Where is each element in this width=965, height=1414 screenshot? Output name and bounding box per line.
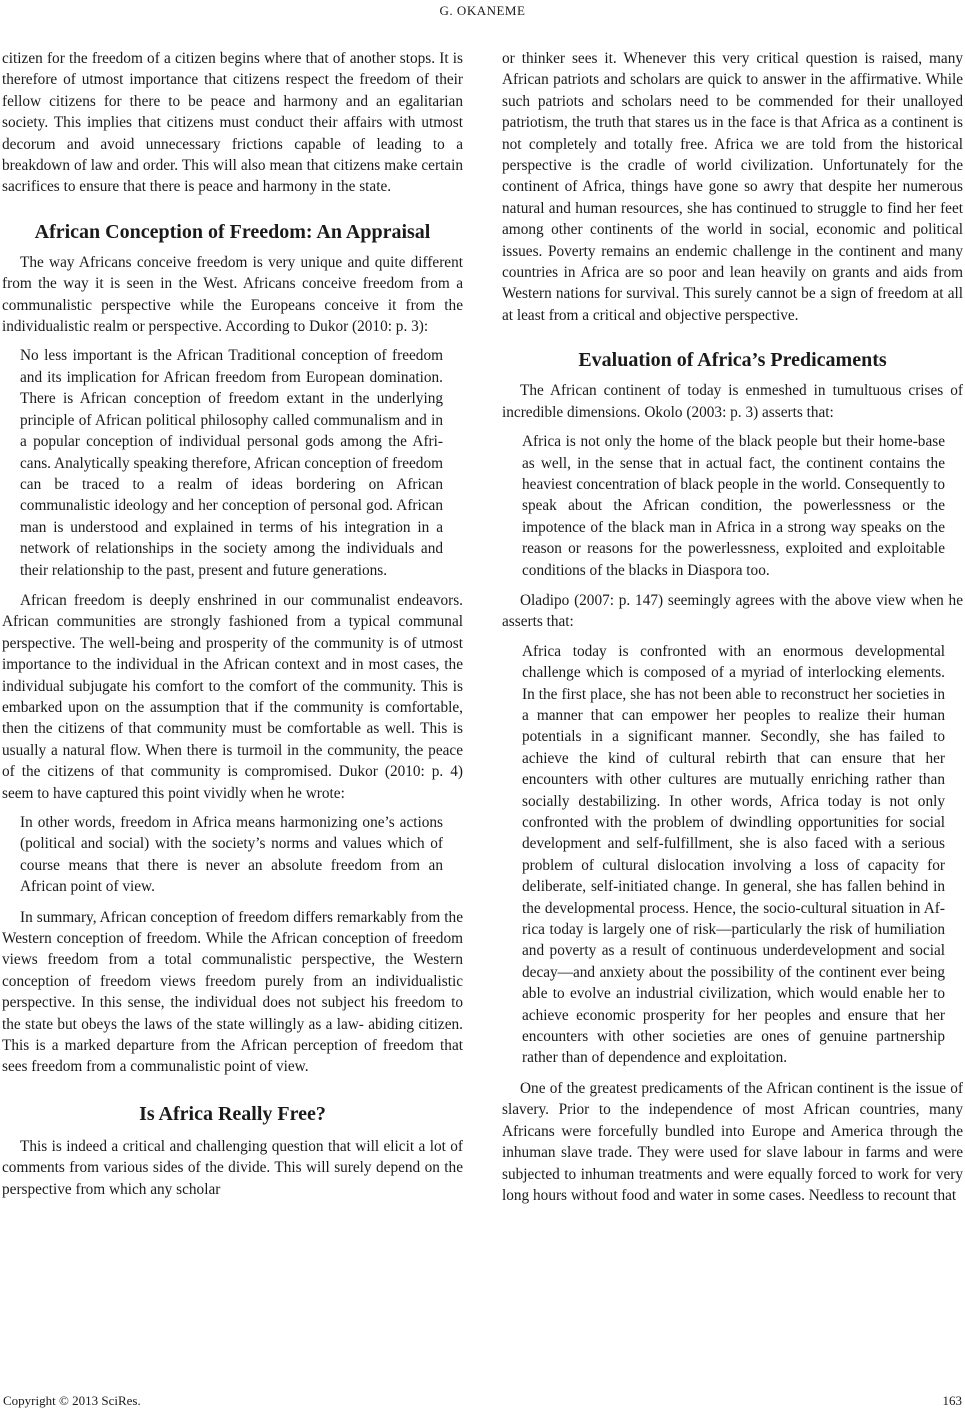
- heading-evaluation: Evaluation of Africa’s Predicaments: [578, 349, 887, 372]
- paragraph-communalist: African freedom is deeply enshrined in our communalist endeavors. African communities are strongly fashioned from a typical communal perspective. The well-being and prosperity of the community is of utmost importance to the individual in the African context and in most cases, the individual subjugate his comfort to the comfort of the community. This is embarked upon on the assumption that if the community is comfortable, then the citizens of that community must be comfortable as well. This is usually a natural flow. When there is turmoil in the community, the peace of the citizens of that community is compromised. Dukor (2010: p. 4) seem to have captured this point vividly when he wrote:: [2, 591, 463, 802]
- quote-okolo: Africa is not only the home of the black people but their home-base as well, in the sense that in actual fact, the continent contains the heaviest concentration of black people in the world. Consequently to speak about the African condition, the powerlessness or the impotence of the black man in Africa in a strong way speaks on the reason or reasons for the powerlessness, exploited and exploitable conditions of the blacks in Diaspora too.: [522, 433, 945, 579]
- paragraph-oladipo: Oladipo (2007: p. 147) seemingly agrees with the above view when he asserts that:: [502, 591, 963, 631]
- quote-oladipo: Africa today is confronted with an enormous developmental challenge which is composed of a myriad of interlocking elements. In the first place, she has not been able to reconstruct her societies in a manner that can empower her peoples to realize their human potentials in a significant manner. Secondly, she has failed to achieve the kind of cultural rebirth that can ensure that her encounters with other cultures are mutually enriching rather than socially destabilizing. In other words, Africa today is not only confronted with the problem of dwindling opportunities for social development and self-fulfillment, she is also faced with a serious problem of cultural dislocation involving a loss of capacity for deliberate, self-initiated change. In general, she has fallen behind in the developmental process. Hence, the socio-cultural situation in Africa today is largely one of risk—particularly the risk of humiliation and poverty as a result of continuous underdevelopment and social decay—and anxiety about the possibility of the continent ever being able to evolve an industrial civilization, which would enable her to achieve economic prosperity for her peoples and ensure that her encounters with other societies are ones of genuine partnership rather than of dependence and exploitation.: [522, 642, 945, 1067]
- footer-copyright: Copyright © 2013 SciRes.: [3, 1393, 141, 1408]
- running-head-author: G. OKANEME: [439, 3, 526, 18]
- quote-dukor-2: In other words, freedom in Africa means harmonizing one’s actions (political and social) with the society’s norms and values which of course means that there is never an absolute freedom from an African point of view.: [20, 814, 443, 896]
- paragraph-intro: citizen for the freedom of a citizen begins where that of another stops. It is therefore of utmost importance that citizens respect the freedom of their fellow citizens for there to be peace and harmony and an egalitarian society. This implies that citizens must conduct their affairs with utmost decorum and avoid unnecessary frictions capable of leading to a breakdown of law and order. This will also mean that citizens make certain sacrifices to ensure that there is peace and harmony in the state.: [2, 50, 463, 196]
- paragraph-is-africa-free: This is indeed a critical and challenging question that will elicit a lot of comments from various sides of the divide. This will surely depend on the perspective from which any scholar: [2, 1137, 463, 1198]
- right-column: [502, 48, 963, 1206]
- left-column: [2, 48, 463, 1200]
- footer-page-number: 163: [942, 1393, 962, 1408]
- heading-african-conception: African Conception of Freedom: An Appraisal: [34, 220, 431, 243]
- paragraph-evaluation: The African continent of today is enmeshed in tumultuous crises of incredible dimensions. Okolo (2003: p. 3) asserts that:: [502, 382, 963, 421]
- paragraph-slavery: One of the greatest predicaments of the African continent is the issue of slavery. Prior to the independence of most African countries, many Africans were forcefully bundled into Europe and America through the inhuman slave trade. They were used for slave labour in farms and were subjected to inhuman treatments and were equally forced to work for very long hours without food and water in some cases. Needless to recount that: [502, 1079, 963, 1204]
- heading-is-africa-free: Is Africa Really Free?: [139, 1102, 326, 1125]
- paragraph-thinker: or thinker sees it. Whenever this very critical question is raised, many African patriots and scholars are quick to answer in the affirmative. While such patriots and scholars need to be commended for their unalloyed patriotism, the truth that stares us in the face is that Africa as a continent is not completely and totally free. Africa we are told from the historical perspective is the cradle of world civilization. Unfortunately for the continent of Africa, things have gone so awry that despite her numerous natural and human resources, she has continued to struggle to find her feet among other continents of the world in social, economic and political issues. Poverty remains an endemic challenge in the continent and many countries in Africa are so poor and lean heavily on grants and aids from Western nations for survival. This surely cannot be a sign of freedom at all at least from a critical and objective perspective.: [502, 50, 963, 324]
- paragraph-conception: The way Africans conceive freedom is very unique and quite different from the way it is seen in the West. Africans conceive freedom from a communalistic perspective while the Europeans conceive it from the individualistic realm or perspective. According to Dukor (2010: p. 3):: [2, 253, 463, 336]
- paragraph-summary: In summary, African conception of freedom differs remarkably from the Western conception of freedom. While the African conception of freedom views freedom from a total communalistic perspective, the Western conception of freedom views freedom purely from an individualistic perspective. In this sense, the individual does not subject his freedom to the state but obeys the laws of the state willingly as a law- abiding citizen. This is a marked departure from the African perception of freedom that sees freedom from a communalistic point of view.: [2, 908, 463, 1076]
- quote-dukor-1: No less important is the African Traditional conception of freedom and its implication for African freedom from European domination. There is African conception of freedom extant in the underlying principle of African political philosophy called communalism and in a popular conception of individual personal gods among the Africans. Analytically speaking therefore, African conception of freedom can be traced to a realm of ideas bordering on African communalistic ideology and her conception of personal god. African man is understood and explained in terms of his integration in a network of relationships in the society among the individuals and their relationship to the past, present and future generations.: [20, 347, 443, 579]
